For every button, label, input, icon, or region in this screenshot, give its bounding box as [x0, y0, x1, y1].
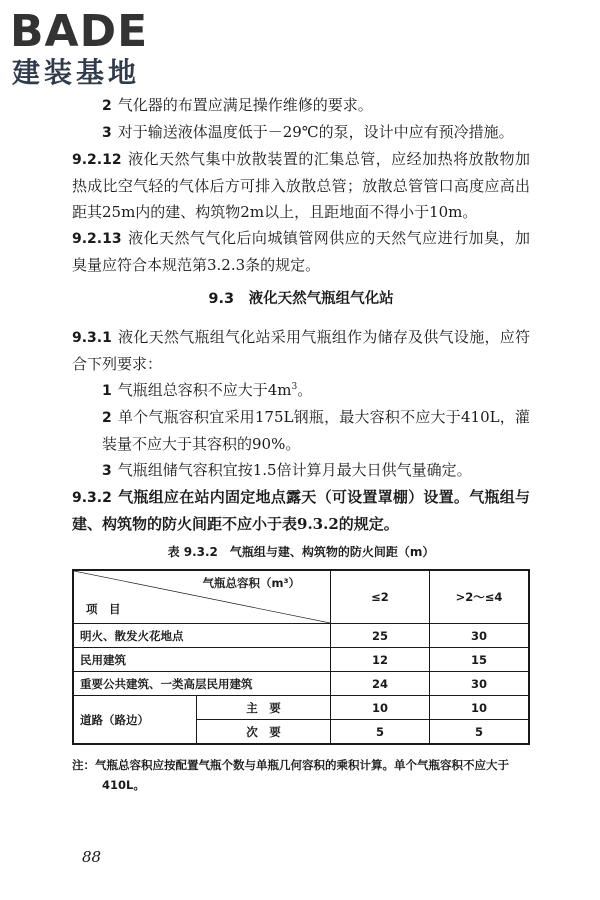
row-label: 重要公共建筑、一类高层民用建筑 [73, 672, 331, 696]
row-label: 民用建筑 [73, 648, 331, 672]
item-text-end: 。 [297, 381, 313, 399]
item-text: 气瓶组储气容积宜按1.5倍计算月最大日供气量确定。 [117, 461, 472, 479]
row-value-2: 30 [430, 672, 530, 696]
item-text: 对于输送液体温度低于－29℃的泵，设计中应有预冷措施。 [117, 123, 514, 141]
row-value-2: 30 [430, 624, 530, 648]
header-item-label: 项 目 [86, 602, 121, 616]
item-text: 气瓶组总容积不应大于4m [117, 381, 292, 399]
row-value-1: 25 [331, 624, 430, 648]
row-label: 明火、散发火花地点 [73, 624, 331, 648]
table-note: 注：气瓶总容积应按配置气瓶个数与单瓶几何容积的乘积计算。单个气瓶容积不应大于410L。 [72, 758, 509, 792]
page-number: 88 [82, 848, 102, 866]
header-volume-label: 气瓶总容积（m³） [202, 576, 300, 590]
clause-number: 9.2.12 [72, 152, 122, 168]
bade-logo-graphic [8, 4, 178, 88]
superscript: 3 [291, 382, 298, 392]
row-value-2: 10 [430, 696, 530, 720]
header-col-2: >2～≤4 [430, 570, 530, 624]
header-col-1: ≤2 [331, 570, 430, 624]
sub-row-label: 次 要 [197, 720, 331, 745]
item-number: 3 [102, 125, 112, 141]
clause-9-2-12 [72, 146, 530, 225]
clause-text: 液化天然气集中放散装置的汇集总管，应经加热将放散物加热成比空气轻的气体后方可排入放散总管；放散总管管口高度应高出距其25m内的建、构筑物2m以上，且距地面不得小于10m。 [72, 150, 530, 221]
table-row [73, 672, 529, 696]
item-number: 2 [102, 98, 112, 114]
sub-row-label: 主 要 [197, 696, 331, 720]
item-text: 单个气瓶容积宜采用175L钢瓶，最大容积不应大于410L，灌装量不应大于其容积的90%。 [102, 408, 530, 453]
row-value-1: 5 [331, 720, 430, 745]
road-label: 道路（路边） [73, 696, 197, 745]
table-row [73, 648, 529, 672]
clause-9-3-2 [72, 484, 530, 537]
item-number: 1 [102, 383, 112, 399]
section-heading: 9.3 液化天然气瓶组气化站 [208, 291, 394, 307]
row-value-1: 24 [331, 672, 430, 696]
clause-text: 液化天然气瓶组气化站采用气瓶组作为储存及供气设施，应符合下列要求： [72, 328, 530, 373]
logo-subtitle-text: 建装基地 [12, 56, 141, 88]
item-text: 气化器的布置应满足操作维修的要求。 [117, 96, 373, 114]
clause-9-3-1 [72, 324, 530, 377]
bade-logo [8, 4, 178, 88]
row-value-1: 10 [331, 696, 430, 720]
clause-9-3-1-item-1 [72, 377, 530, 404]
clause-text: 气瓶组应在站内固定地点露天（可设置罩棚）设置。气瓶组与建、构筑物的防火间距不应小于表9.3.2的规定。 [72, 488, 530, 533]
logo-brand-text: BADE [10, 6, 149, 57]
clause-9-2-13 [72, 225, 530, 278]
clause-text: 液化天然气气化后向城镇管网供应的天然气应进行加臭，加臭量应符合本规范第3.2.3条的规定。 [72, 229, 530, 274]
clause-number: 9.2.13 [72, 231, 122, 247]
clause-number: 9.3.2 [72, 490, 112, 506]
row-value-2: 5 [430, 720, 530, 745]
table-title: 表 9.3.2 气瓶组与建、构筑物的防火间距（m） [167, 545, 435, 559]
diagonal-header-cell [73, 570, 331, 624]
row-value-2: 15 [430, 648, 530, 672]
clause-number: 9.3.1 [72, 330, 112, 346]
clause-9-3-1-item-3 [72, 457, 530, 484]
row-value-1: 12 [331, 648, 430, 672]
item-number: 3 [102, 463, 112, 479]
clause-9-2-11-item-3 [72, 119, 530, 146]
table-header-row [73, 570, 529, 624]
page-content [72, 92, 530, 795]
clause-9-2-11-item-2 [72, 92, 530, 119]
fire-distance-table [72, 569, 530, 745]
clause-9-3-1-item-2 [72, 404, 530, 457]
table-row [73, 696, 529, 720]
table-row [73, 624, 529, 648]
item-number: 2 [102, 410, 112, 426]
